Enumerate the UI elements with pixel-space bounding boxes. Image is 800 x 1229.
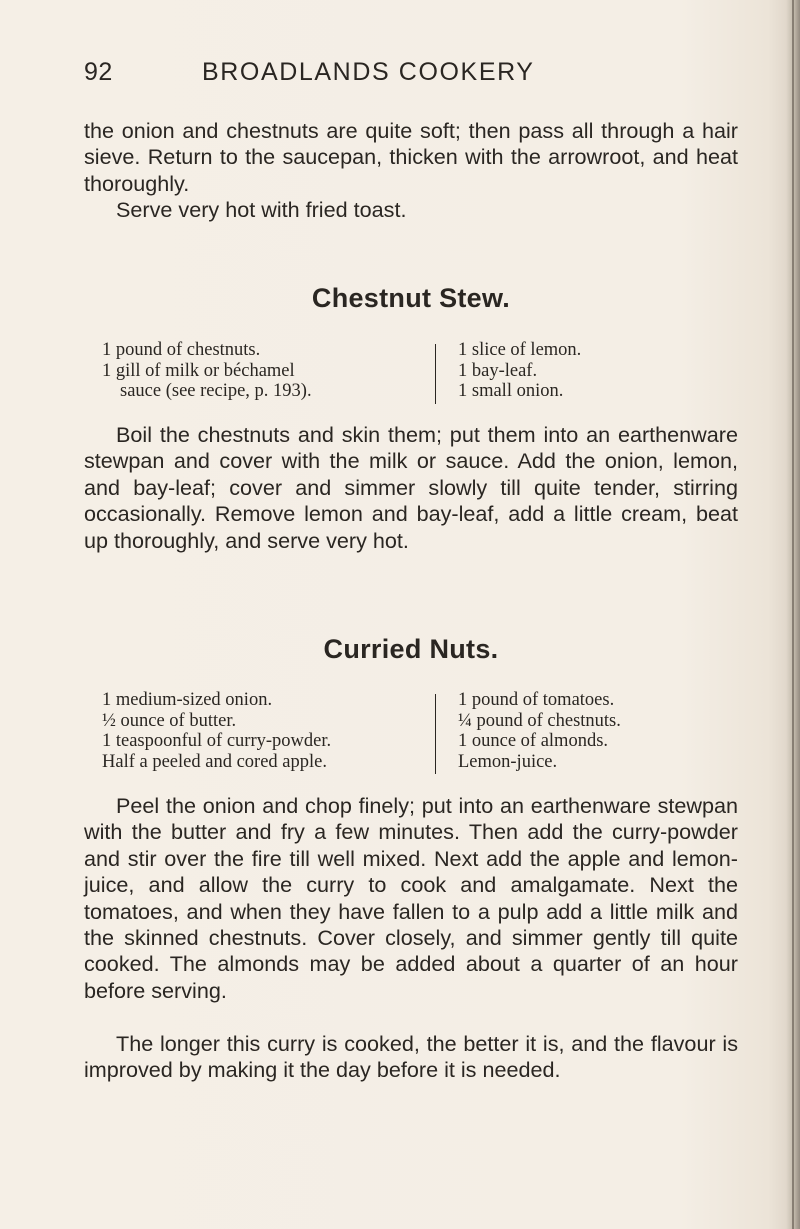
page-header [84,58,732,94]
ingredients-right-column [458,340,581,402]
ingredient-item: 1 medium-sized onion. [102,690,273,710]
ingredients-left-column [102,340,312,402]
column-divider [435,694,436,774]
recipe-title-chestnut-stew: Chestnut Stew. [311,283,511,313]
page-number: 92 [84,58,113,86]
ingredients-curried-nuts [84,690,738,776]
ingredients-right-column [458,690,621,772]
ingredient-item: ¼ pound of chestnuts. [458,710,621,731]
method-curried-nuts: Peel the onion and chop finely; put into an earthenware stewpan with the butter and fry a few minutes. Then add the curry-powder and stir over the fire till well mixed. Next add the apple and lemon-juice, and allow the curry to cook and amalgamate. Next the tomatoes, and when they have fallen to a pulp add a little milk and the skinned chestnuts. Cover closely, and simmer gently till quite cooked. The almonds may be added about a quarter of an hour before serving. [84,793,738,1003]
method-curried-nuts-note: The longer this curry is cooked, the better it is, and the flavour is improved by making it the day before it is needed. [84,1031,738,1083]
ingredient-item: Half a peeled and cored apple. [102,751,327,772]
ingredient-item: ½ ounce of butter. [102,710,237,731]
ingredient-item: 1 small onion. [458,381,564,401]
column-divider [435,344,436,404]
method-chestnut-stew: Boil the chestnuts and skin them; put them into an earthenware stewpan and cover with the milk or sauce. Add the onion, lemon, and bay-leaf; cover and simmer slowly till quite tender, stirring occasionally. Remove lemon and bay-leaf, add a little cream, beat up thoroughly, and serve very hot. [84,422,738,553]
ingredient-item: 1 teaspoonful of curry-powder. [102,731,332,751]
ingredient-item: Lemon-juice. [458,751,558,772]
intro-serve-line: Serve very hot with fried toast. [116,197,407,222]
ingredient-item: 1 bay-leaf. [458,360,538,381]
ingredient-item: 1 ounce of almonds. [458,731,609,751]
ingredient-item: 1 pound of tomatoes. [458,690,615,710]
ingredient-item: sauce (see recipe, p. 193). [120,381,312,401]
ingredients-left-column [102,690,331,772]
ingredient-item: 1 pound of chestnuts. [102,340,261,360]
ingredient-item: 1 slice of lemon. [458,340,582,360]
ingredient-item: 1 gill of milk or béchamel [102,360,295,381]
intro-paragraph: the onion and chestnuts are quite soft; then pass all through a hair sieve. Return to the saucepan, thicken with the arrowroot, and heat thoroughly. [84,118,738,196]
recipe-title-curried-nuts: Curried Nuts. [323,634,499,664]
running-title: BROADLANDS COOKERY [202,58,535,86]
page-edge-line [792,0,794,1229]
ingredients-chestnut-stew [84,340,738,406]
